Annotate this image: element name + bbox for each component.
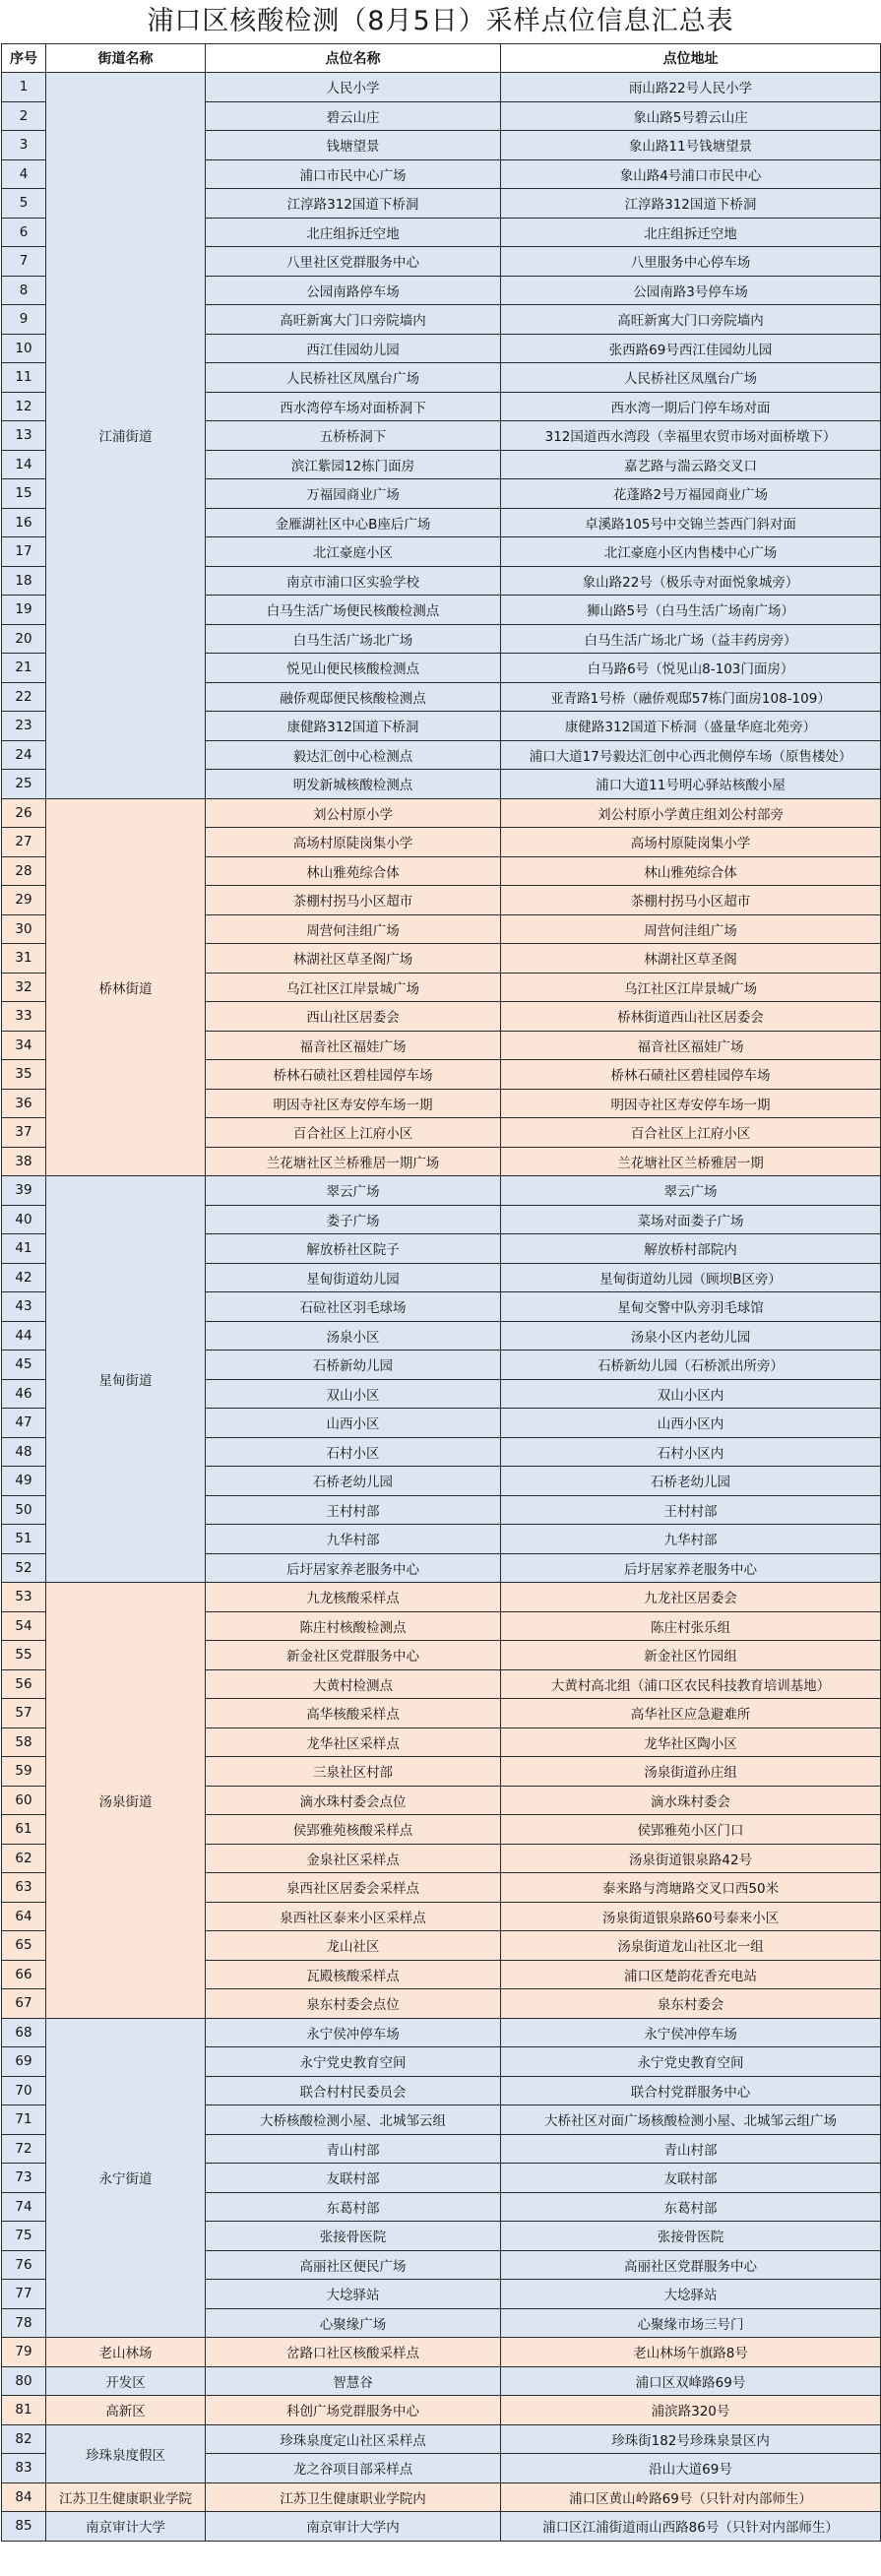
site-address-cell: 联合村党群服务中心 — [501, 2076, 881, 2105]
site-name-cell: 瓦殿核酸采样点 — [206, 1960, 501, 1989]
row-index: 27 — [2, 828, 46, 857]
site-address-cell: 象山路11号钱塘望景 — [501, 131, 881, 160]
site-name-cell: 大桥核酸检测小屋、北城邹云组 — [206, 2105, 501, 2135]
row-index: 31 — [2, 944, 46, 974]
site-name-cell: 智慧谷 — [206, 2366, 501, 2396]
street-name-cell: 南京审计大学 — [46, 2512, 206, 2542]
site-name-cell: 张接骨医院 — [206, 2222, 501, 2251]
row-index: 60 — [2, 1786, 46, 1815]
site-address-cell: 汤泉街道银泉路60号泰来小区 — [501, 1902, 881, 1931]
row-index: 30 — [2, 914, 46, 944]
site-name-cell: 福音社区福娃广场 — [206, 1031, 501, 1060]
site-name-cell: 毅达汇创中心检测点 — [206, 740, 501, 770]
table-row — [2, 73, 881, 102]
row-index: 85 — [2, 2512, 46, 2542]
row-index: 70 — [2, 2076, 46, 2105]
header-site-name: 点位名称 — [206, 44, 501, 73]
site-address-cell: 高场村原陡岗集小学 — [501, 828, 881, 857]
row-index: 41 — [2, 1234, 46, 1264]
site-address-cell: 桥林街道西山社区居委会 — [501, 1002, 881, 1032]
row-index: 81 — [2, 2396, 46, 2425]
site-address-cell: 百合社区上江府小区 — [501, 1118, 881, 1148]
site-name-cell: 北庄组拆迁空地 — [206, 218, 501, 247]
table-row — [2, 2482, 881, 2512]
row-index: 56 — [2, 1669, 46, 1699]
table-row — [2, 2366, 881, 2396]
site-name-cell: 科创广场党群服务中心 — [206, 2396, 501, 2425]
site-name-cell: 刘公村原小学 — [206, 798, 501, 828]
site-name-cell: 解放桥社区院子 — [206, 1234, 501, 1264]
site-name-cell: 林山雅苑综合体 — [206, 856, 501, 886]
row-index: 48 — [2, 1437, 46, 1467]
table-row — [2, 1176, 881, 1206]
row-index: 10 — [2, 334, 46, 363]
site-address-cell: 双山小区内 — [501, 1379, 881, 1409]
site-name-cell: 侯郢雅苑核酸采样点 — [206, 1815, 501, 1845]
site-name-cell: 娄子广场 — [206, 1205, 501, 1234]
row-index: 61 — [2, 1815, 46, 1845]
row-index: 49 — [2, 1467, 46, 1496]
site-address-cell: 泉东村委会 — [501, 1989, 881, 2019]
site-name-cell: 滨江紫园12栋门面房 — [206, 450, 501, 479]
site-address-cell: 菜场对面娄子广场 — [501, 1205, 881, 1234]
site-address-cell: 心聚缘市场三号门 — [501, 2308, 881, 2338]
site-name-cell: 石砬社区羽毛球场 — [206, 1292, 501, 1322]
site-name-cell: 友联村部 — [206, 2164, 501, 2193]
row-index: 63 — [2, 1873, 46, 1903]
row-index: 17 — [2, 537, 46, 567]
site-name-cell: 八里社区党群服务中心 — [206, 247, 501, 277]
row-index: 12 — [2, 392, 46, 421]
site-name-cell: 桥林石碛社区碧桂园停车场 — [206, 1060, 501, 1090]
site-address-cell: 林山雅苑综合体 — [501, 856, 881, 886]
site-address-cell: 北江豪庭小区内售楼中心广场 — [501, 537, 881, 567]
site-address-cell: 江淳路312国道下桥洞 — [501, 189, 881, 219]
row-index: 28 — [2, 856, 46, 886]
site-address-cell: 浦滨路320号 — [501, 2396, 881, 2425]
row-index: 5 — [2, 189, 46, 219]
site-address-cell: 花蓬路2号万福园商业广场 — [501, 479, 881, 509]
site-name-cell: 心聚缘广场 — [206, 2308, 501, 2338]
site-address-cell: 狮山路5号（白马生活广场南广场） — [501, 596, 881, 625]
site-name-cell: 龙山社区 — [206, 1931, 501, 1961]
site-name-cell: 龙之谷项目部采样点 — [206, 2454, 501, 2483]
site-address-cell: 明因寺社区寿安停车场一期 — [501, 1089, 881, 1118]
site-address-cell: 永宁党史教育空间 — [501, 2047, 881, 2077]
site-name-cell: 双山小区 — [206, 1379, 501, 1409]
site-address-cell: 珍珠街182号珍珠泉景区内 — [501, 2424, 881, 2454]
site-name-cell: 联合村村民委员会 — [206, 2076, 501, 2105]
table-row — [2, 2018, 881, 2047]
row-index: 38 — [2, 1147, 46, 1176]
row-index: 25 — [2, 770, 46, 799]
site-name-cell: 百合社区上江府小区 — [206, 1118, 501, 1148]
site-address-cell: 林湖社区草圣阁 — [501, 944, 881, 974]
site-address-cell: 沿山大道69号 — [501, 2454, 881, 2483]
site-address-cell: 高华社区应急避难所 — [501, 1699, 881, 1728]
site-name-cell: 王村村部 — [206, 1495, 501, 1525]
table-row — [2, 798, 881, 828]
site-address-cell: 老山林场午旗路8号 — [501, 2338, 881, 2367]
site-name-cell: 泉西社区居委会采样点 — [206, 1873, 501, 1903]
street-name-cell: 永宁街道 — [46, 2018, 206, 2338]
row-index: 11 — [2, 363, 46, 393]
site-address-cell: 汤泉小区内老幼儿园 — [501, 1321, 881, 1351]
row-index: 7 — [2, 247, 46, 277]
row-index: 67 — [2, 1989, 46, 2019]
site-name-cell: 翠云广场 — [206, 1176, 501, 1206]
site-name-cell: 高场村原陡岗集小学 — [206, 828, 501, 857]
site-name-cell: 西江佳园幼儿园 — [206, 334, 501, 363]
row-index: 9 — [2, 305, 46, 335]
site-address-cell: 翠云广场 — [501, 1176, 881, 1206]
table-row — [2, 2512, 881, 2542]
site-address-cell: 滴水珠村委会 — [501, 1786, 881, 1815]
site-name-cell: 五桥桥洞下 — [206, 421, 501, 451]
row-index: 3 — [2, 131, 46, 160]
site-name-cell: 永宁党史教育空间 — [206, 2047, 501, 2077]
site-address-cell: 浦口区楚韵花香充电站 — [501, 1960, 881, 1989]
row-index: 14 — [2, 450, 46, 479]
site-name-cell: 后圩居家养老服务中心 — [206, 1553, 501, 1583]
site-address-cell: 象山路5号碧云山庄 — [501, 101, 881, 131]
site-address-cell: 汤泉街道孙庄组 — [501, 1757, 881, 1787]
site-address-cell: 高丽社区党群服务中心 — [501, 2250, 881, 2280]
site-name-cell: 万福园商业广场 — [206, 479, 501, 509]
site-name-cell: 大埝驿站 — [206, 2280, 501, 2309]
site-address-cell: 龙华社区陶小区 — [501, 1728, 881, 1757]
row-index: 69 — [2, 2047, 46, 2077]
header-site-address: 点位地址 — [501, 44, 881, 73]
header-index: 序号 — [2, 44, 46, 73]
site-address-cell: 后圩居家养老服务中心 — [501, 1553, 881, 1583]
sampling-sites-table — [1, 43, 881, 2542]
row-index: 24 — [2, 740, 46, 770]
site-name-cell: 陈庄村核酸检测点 — [206, 1611, 501, 1641]
site-address-cell: 永宁侯冲停车场 — [501, 2018, 881, 2047]
row-index: 6 — [2, 218, 46, 247]
site-address-cell: 山西小区内 — [501, 1409, 881, 1438]
site-address-cell: 九龙社区居委会 — [501, 1583, 881, 1612]
row-index: 16 — [2, 508, 46, 537]
site-name-cell: 兰花塘社区兰桥雅居一期广场 — [206, 1147, 501, 1176]
row-index: 74 — [2, 2192, 46, 2222]
site-address-cell: 亚青路1号桥（融侨观邸57栋门面房108-109） — [501, 682, 881, 712]
site-address-cell: 东葛村部 — [501, 2192, 881, 2222]
row-index: 29 — [2, 886, 46, 915]
header-street-name: 街道名称 — [46, 44, 206, 73]
street-name-cell: 江苏卫生健康职业学院 — [46, 2482, 206, 2512]
site-address-cell: 泰来路与湾塘路交叉口西50米 — [501, 1873, 881, 1903]
site-address-cell: 福音社区福娃广场 — [501, 1031, 881, 1060]
row-index: 1 — [2, 73, 46, 102]
site-address-cell: 石村小区内 — [501, 1437, 881, 1467]
site-name-cell: 大黄村检测点 — [206, 1669, 501, 1699]
site-address-cell: 浦口区双峰路69号 — [501, 2366, 881, 2396]
row-index: 43 — [2, 1292, 46, 1322]
street-name-cell: 开发区 — [46, 2366, 206, 2396]
row-index: 35 — [2, 1060, 46, 1090]
site-name-cell: 南京审计大学内 — [206, 2512, 501, 2542]
street-name-cell: 珍珠泉度假区 — [46, 2424, 206, 2482]
row-index: 82 — [2, 2424, 46, 2454]
site-name-cell: 江淳路312国道下桥洞 — [206, 189, 501, 219]
site-name-cell: 人民桥社区凤凰台广场 — [206, 363, 501, 393]
site-name-cell: 山西小区 — [206, 1409, 501, 1438]
row-index: 79 — [2, 2338, 46, 2367]
street-name-cell: 汤泉街道 — [46, 1583, 206, 2019]
site-address-cell: 公园南路3号停车场 — [501, 276, 881, 305]
site-name-cell: 人民小学 — [206, 73, 501, 102]
row-index: 75 — [2, 2222, 46, 2251]
site-name-cell: 石村小区 — [206, 1437, 501, 1467]
site-address-cell: 西水湾一期后门停车场对面 — [501, 392, 881, 421]
row-index: 8 — [2, 276, 46, 305]
site-name-cell: 乌江社区江岸景城广场 — [206, 973, 501, 1002]
row-index: 32 — [2, 973, 46, 1002]
row-index: 33 — [2, 1002, 46, 1032]
row-index: 19 — [2, 596, 46, 625]
site-address-cell: 大埝驿站 — [501, 2280, 881, 2309]
row-index: 62 — [2, 1844, 46, 1873]
row-index: 59 — [2, 1757, 46, 1787]
site-name-cell: 北江豪庭小区 — [206, 537, 501, 567]
site-name-cell: 龙华社区采样点 — [206, 1728, 501, 1757]
site-name-cell: 滴水珠村委会点位 — [206, 1786, 501, 1815]
site-name-cell: 悦见山便民核酸检测点 — [206, 654, 501, 683]
site-name-cell: 汤泉小区 — [206, 1321, 501, 1351]
row-index: 4 — [2, 159, 46, 189]
site-name-cell: 钱塘望景 — [206, 131, 501, 160]
row-index: 44 — [2, 1321, 46, 1351]
row-index: 54 — [2, 1611, 46, 1641]
page-title: 浦口区核酸检测（8月5日）采样点位信息汇总表 — [147, 6, 734, 36]
row-index: 45 — [2, 1351, 46, 1380]
table-row — [2, 1583, 881, 1612]
site-name-cell: 高华核酸采样点 — [206, 1699, 501, 1728]
site-address-cell: 312国道西水湾段（幸福里农贸市场对面桥墩下） — [501, 421, 881, 451]
site-name-cell: 永宁侯冲停车场 — [206, 2018, 501, 2047]
site-name-cell: 白马生活广场北广场 — [206, 624, 501, 654]
site-address-cell: 青山村部 — [501, 2134, 881, 2164]
site-address-cell: 嘉艺路与湍云路交叉口 — [501, 450, 881, 479]
row-index: 15 — [2, 479, 46, 509]
row-index: 50 — [2, 1495, 46, 1525]
site-name-cell: 明因寺社区寿安停车场一期 — [206, 1089, 501, 1118]
site-address-cell: 石桥老幼儿园 — [501, 1467, 881, 1496]
table-row — [2, 2338, 881, 2367]
site-address-cell: 茶棚村拐马小区超市 — [501, 886, 881, 915]
site-address-cell: 刘公村原小学黄庄组刘公村部旁 — [501, 798, 881, 828]
site-name-cell: 茶棚村拐马小区超市 — [206, 886, 501, 915]
row-index: 20 — [2, 624, 46, 654]
site-address-cell: 卓溪路105号中交锦兰荟西门斜对面 — [501, 508, 881, 537]
site-name-cell: 明发新城核酸检测点 — [206, 770, 501, 799]
site-address-cell: 友联村部 — [501, 2164, 881, 2193]
site-address-cell: 张西路69号西江佳园幼儿园 — [501, 334, 881, 363]
row-index: 47 — [2, 1409, 46, 1438]
site-name-cell: 融侨观邸便民核酸检测点 — [206, 682, 501, 712]
row-index: 68 — [2, 2018, 46, 2047]
row-index: 80 — [2, 2366, 46, 2396]
site-address-cell: 张接骨医院 — [501, 2222, 881, 2251]
row-index: 42 — [2, 1263, 46, 1292]
row-index: 64 — [2, 1902, 46, 1931]
site-address-cell: 浦口区黄山岭路69号（只针对内部师生） — [501, 2482, 881, 2512]
site-address-cell: 浦口区江浦街道雨山西路86号（只针对内部师生） — [501, 2512, 881, 2542]
row-index: 72 — [2, 2134, 46, 2164]
row-index: 37 — [2, 1118, 46, 1148]
row-index: 23 — [2, 712, 46, 741]
site-address-cell: 九华村部 — [501, 1525, 881, 1554]
site-name-cell: 九龙核酸采样点 — [206, 1583, 501, 1612]
site-address-cell: 汤泉街道银泉路42号 — [501, 1844, 881, 1873]
row-index: 65 — [2, 1931, 46, 1961]
site-address-cell: 桥林石碛社区碧桂园停车场 — [501, 1060, 881, 1090]
site-address-cell: 解放桥村部院内 — [501, 1234, 881, 1264]
site-address-cell: 陈庄村张乐组 — [501, 1611, 881, 1641]
site-address-cell: 大桥社区对面广场核酸检测小屋、北城邹云组广场 — [501, 2105, 881, 2135]
site-name-cell: 青山村部 — [206, 2134, 501, 2164]
row-index: 53 — [2, 1583, 46, 1612]
site-name-cell: 泉东村委会点位 — [206, 1989, 501, 2019]
street-name-cell: 江浦街道 — [46, 73, 206, 799]
site-address-cell: 象山路22号（极乐寺对面悦象城旁） — [501, 566, 881, 596]
table-row — [2, 2424, 881, 2454]
row-index: 51 — [2, 1525, 46, 1554]
site-name-cell: 石桥老幼儿园 — [206, 1467, 501, 1496]
site-name-cell: 石桥新幼儿园 — [206, 1351, 501, 1380]
site-name-cell: 岔路口社区核酸采样点 — [206, 2338, 501, 2367]
site-address-cell: 乌江社区江岸景城广场 — [501, 973, 881, 1002]
site-name-cell: 九华村部 — [206, 1525, 501, 1554]
row-index: 26 — [2, 798, 46, 828]
row-index: 76 — [2, 2250, 46, 2280]
site-name-cell: 公园南路停车场 — [206, 276, 501, 305]
site-address-cell: 新金社区竹园组 — [501, 1641, 881, 1670]
site-name-cell: 浦口市民中心广场 — [206, 159, 501, 189]
row-index: 66 — [2, 1960, 46, 1989]
table-row — [2, 2396, 881, 2425]
site-address-cell: 高旺新寓大门口旁院墙内 — [501, 305, 881, 335]
row-index: 77 — [2, 2280, 46, 2309]
street-name-cell: 老山林场 — [46, 2338, 206, 2367]
row-index: 57 — [2, 1699, 46, 1728]
site-address-cell: 大黄村高北组（浦口区农民科技教育培训基地） — [501, 1669, 881, 1699]
site-address-cell: 八里服务中心停车场 — [501, 247, 881, 277]
site-address-cell: 人民桥社区凤凰台广场 — [501, 363, 881, 393]
site-name-cell: 金雁湖社区中心B座后广场 — [206, 508, 501, 537]
table-body — [2, 73, 881, 2542]
site-name-cell: 星甸街道幼儿园 — [206, 1263, 501, 1292]
row-index: 78 — [2, 2308, 46, 2338]
site-address-cell: 浦口大道17号毅达汇创中心西北侧停车场（原售楼处） — [501, 740, 881, 770]
street-name-cell: 星甸街道 — [46, 1176, 206, 1583]
site-address-cell: 雨山路22号人民小学 — [501, 73, 881, 102]
row-index: 21 — [2, 654, 46, 683]
site-name-cell: 周营何洼组广场 — [206, 914, 501, 944]
row-index: 58 — [2, 1728, 46, 1757]
site-address-cell: 白马路6号（悦见山8-103门面房） — [501, 654, 881, 683]
site-name-cell: 碧云山庄 — [206, 101, 501, 131]
site-address-cell: 白马生活广场北广场（益丰药房旁） — [501, 624, 881, 654]
site-name-cell: 西水湾停车场对面桥洞下 — [206, 392, 501, 421]
street-name-cell: 高新区 — [46, 2396, 206, 2425]
site-name-cell: 白马生活广场便民核酸检测点 — [206, 596, 501, 625]
row-index: 83 — [2, 2454, 46, 2483]
site-address-cell: 星甸街道幼儿园（顾坝B区旁） — [501, 1263, 881, 1292]
site-name-cell: 金泉社区采样点 — [206, 1844, 501, 1873]
site-name-cell: 珍珠泉度定山社区采样点 — [206, 2424, 501, 2454]
row-index: 52 — [2, 1553, 46, 1583]
row-index: 71 — [2, 2105, 46, 2135]
row-index: 46 — [2, 1379, 46, 1409]
row-index: 34 — [2, 1031, 46, 1060]
site-name-cell: 高丽社区便民广场 — [206, 2250, 501, 2280]
site-address-cell: 周营何洼组广场 — [501, 914, 881, 944]
site-name-cell: 西山社区居委会 — [206, 1002, 501, 1032]
row-index: 73 — [2, 2164, 46, 2193]
site-name-cell: 南京市浦口区实验学校 — [206, 566, 501, 596]
site-address-cell: 康健路312国道下桥洞（盛量华庭北苑旁） — [501, 712, 881, 741]
site-name-cell: 高旺新寓大门口旁院墙内 — [206, 305, 501, 335]
site-name-cell: 康健路312国道下桥洞 — [206, 712, 501, 741]
row-index: 2 — [2, 101, 46, 131]
row-index: 22 — [2, 682, 46, 712]
street-name-cell: 桥林街道 — [46, 798, 206, 1176]
row-index: 84 — [2, 2482, 46, 2512]
site-address-cell: 汤泉街道龙山社区北一组 — [501, 1931, 881, 1961]
site-address-cell: 石桥新幼儿园（石桥派出所旁） — [501, 1351, 881, 1380]
site-name-cell: 新金社区党群服务中心 — [206, 1641, 501, 1670]
site-address-cell: 星甸交警中队旁羽毛球馆 — [501, 1292, 881, 1322]
site-address-cell: 浦口大道11号明心驿站核酸小屋 — [501, 770, 881, 799]
site-address-cell: 兰花塘社区兰桥雅居一期 — [501, 1147, 881, 1176]
row-index: 36 — [2, 1089, 46, 1118]
site-name-cell: 江苏卫生健康职业学院内 — [206, 2482, 501, 2512]
row-index: 13 — [2, 421, 46, 451]
row-index: 18 — [2, 566, 46, 596]
site-address-cell: 王村村部 — [501, 1495, 881, 1525]
site-name-cell: 东葛村部 — [206, 2192, 501, 2222]
site-name-cell: 林湖社区草圣阁广场 — [206, 944, 501, 974]
site-name-cell: 泉西社区泰来小区采样点 — [206, 1902, 501, 1931]
site-address-cell: 北庄组拆迁空地 — [501, 218, 881, 247]
table-header-row — [2, 44, 881, 73]
row-index: 39 — [2, 1176, 46, 1206]
site-address-cell: 侯郢雅苑小区门口 — [501, 1815, 881, 1845]
row-index: 55 — [2, 1641, 46, 1670]
site-name-cell: 三泉社区村部 — [206, 1757, 501, 1787]
site-address-cell: 象山路4号浦口市民中心 — [501, 159, 881, 189]
row-index: 40 — [2, 1205, 46, 1234]
